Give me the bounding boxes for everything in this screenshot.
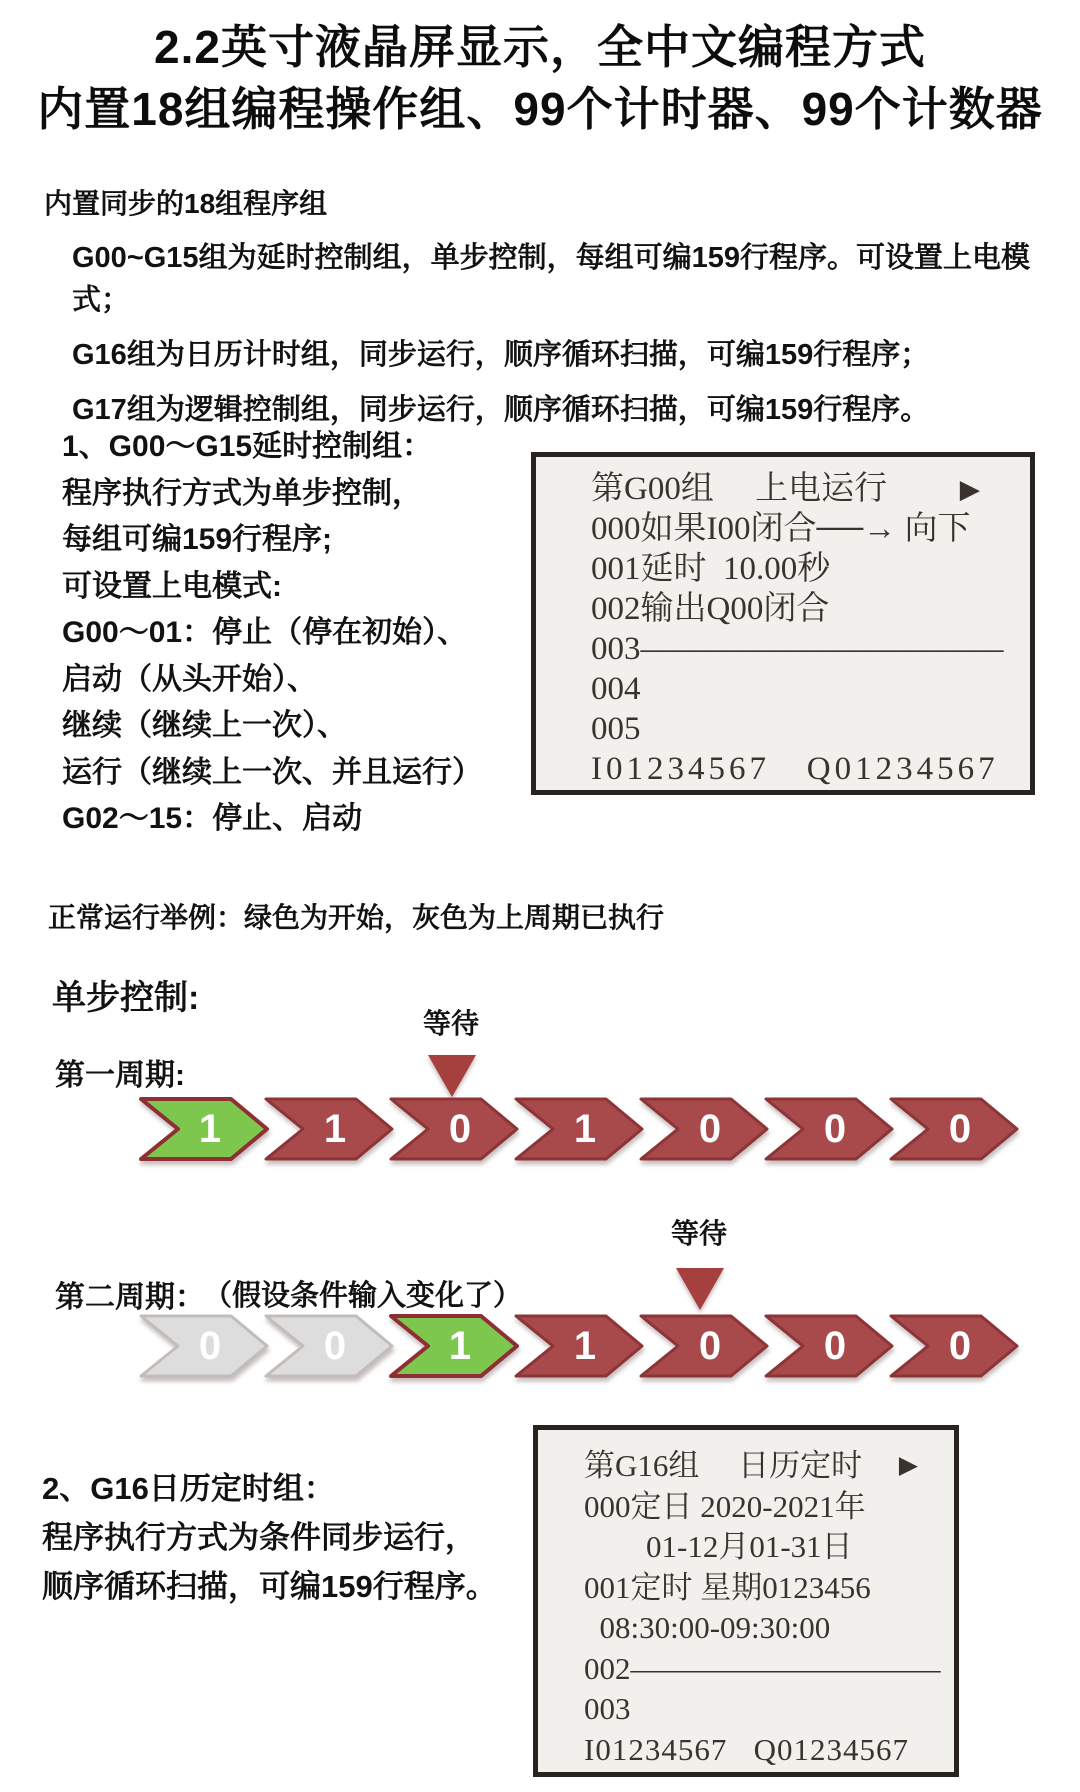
section1-line: 1、G00～G15延时控制组： <box>62 430 433 463</box>
lcd-text-line: 01-12月01-31日 <box>584 1529 853 1564</box>
step-value: 0 <box>198 1324 222 1368</box>
intro-line: G00~G15组为延时控制组，单步控制，每组可编159行程序。可设置上电模式； <box>72 242 1030 316</box>
step-value: 1 <box>448 1324 472 1368</box>
lcd1-header <box>591 469 980 509</box>
intro-lines <box>44 237 1080 431</box>
step-chevron <box>888 1313 1020 1379</box>
step-value: 0 <box>948 1107 972 1151</box>
section1-line: G02～15：停止、启动 <box>62 802 363 835</box>
step-value: 0 <box>948 1324 972 1368</box>
step-chevron <box>888 1096 1020 1162</box>
page-title <box>0 16 1080 140</box>
cycle2-note: （假设条件输入变化了） <box>203 1280 523 1312</box>
lcd-text-line: 003 <box>584 1691 631 1726</box>
step-chevron <box>388 1313 520 1379</box>
section1-line: 可设置上电模式: <box>62 569 282 603</box>
step-value: 1 <box>573 1324 597 1368</box>
lcd-screen-2 <box>533 1425 959 1777</box>
step-chevron <box>263 1313 395 1379</box>
lcd2-header <box>584 1446 918 1487</box>
play-icon: ▶ <box>959 474 980 504</box>
lcd-text-line: 005 <box>591 711 641 747</box>
lcd-text-line: 001延时 10.00秒 <box>591 551 831 587</box>
lcd-text-line: 003–––––––––––––––––––––– <box>591 631 1004 667</box>
section2-text <box>42 1464 542 1611</box>
section2-line: 顺序循环扫描，可编159行程序。 <box>42 1569 497 1604</box>
lcd2-lines <box>584 1487 941 1730</box>
lcd1-header-text: 第G00组 上电运行 <box>591 471 888 507</box>
step-chevron <box>138 1096 270 1162</box>
lcd-text-line: 002–––––––––––––––––––– <box>584 1650 941 1686</box>
step-chevron <box>763 1096 895 1162</box>
page-title-line2: 内置18组编程操作组、99个计时器、99个计数器 <box>37 83 1043 135</box>
step-value: 0 <box>698 1324 722 1368</box>
step-chevron-row-cycle1 <box>138 1096 1013 1162</box>
step-value: 0 <box>823 1107 847 1151</box>
wait-label-cycle1: 等待 <box>422 1008 479 1039</box>
wait-label-cycle2: 等待 <box>670 1218 727 1249</box>
step-value: 1 <box>573 1107 597 1151</box>
play-icon: ▶ <box>898 1452 918 1479</box>
wait-marker-icon <box>674 1266 726 1312</box>
step-value: 0 <box>698 1107 722 1151</box>
intro-section <box>44 182 1080 444</box>
step-chevron <box>513 1096 645 1162</box>
cycle1-label: 第一周期: <box>55 1059 185 1092</box>
intro-heading: 内置同步的18组程序组 <box>44 188 328 219</box>
wait-marker-icon <box>426 1053 478 1099</box>
cycle2-label: 第二周期： <box>55 1281 205 1314</box>
step-chevron <box>638 1096 770 1162</box>
step-chevron <box>638 1313 770 1379</box>
step-value: 0 <box>323 1324 347 1368</box>
lcd1-lines <box>591 509 1004 749</box>
example-caption: 正常运行举例：绿色为开始，灰色为上周期已执行 <box>48 902 665 933</box>
step-chevron <box>263 1096 395 1162</box>
lcd-text-line: 002输出Q00闭合 <box>591 591 830 627</box>
page-title-line1: 2.2英寸液晶屏显示，全中文编程方式 <box>154 21 926 73</box>
step-chevron-row-cycle2 <box>138 1313 1013 1379</box>
section1-line: 运行（继续上一次、并且运行） <box>62 755 482 789</box>
wait-marker-shape <box>428 1055 476 1097</box>
lcd-text-line: 08:30:00-09:30:00 <box>584 1610 831 1645</box>
lcd-text-line: 001定时 星期0123456 <box>584 1569 871 1605</box>
mode-label: 单步控制: <box>52 979 200 1017</box>
section1-text <box>62 424 542 843</box>
lcd2-header-text: 第G16组 日历定时 <box>584 1448 863 1483</box>
step-value: 0 <box>823 1324 847 1368</box>
intro-line: G16组为日历计时组，同步运行，顺序循环扫描，可编159行程序； <box>72 339 930 371</box>
lcd1-status-line: I01234567 Q01234567 <box>591 751 999 787</box>
lcd-text-line: 000如果I00闭合──→ 向下 <box>591 511 971 547</box>
step-value: 0 <box>448 1107 472 1151</box>
step-value: 1 <box>198 1107 222 1151</box>
lcd-screen-1 <box>531 452 1035 795</box>
section1-line: 每组可编159行程序; <box>62 523 333 556</box>
lcd-text-line: 000定日 2020-2021年 <box>584 1488 866 1524</box>
step-chevron <box>388 1096 520 1162</box>
intro-line: G17组为逻辑控制组，同步运行，顺序循环扫描，可编159行程序。 <box>72 394 930 426</box>
section1-line: G00～01：停止（停在初始）、 <box>62 616 468 649</box>
section2-line: 程序执行方式为条件同步运行， <box>42 1520 476 1555</box>
section1-line: 程序执行方式为单步控制， <box>62 476 422 510</box>
section1-line: 继续（继续上一次）、 <box>62 709 347 742</box>
section1-line: 启动（从头开始）、 <box>62 662 317 696</box>
lcd-text-line: 004 <box>591 671 641 707</box>
step-chevron <box>763 1313 895 1379</box>
lcd2-status-line: I01234567 Q01234567 <box>584 1731 909 1767</box>
step-chevron <box>138 1313 270 1379</box>
wait-marker-shape <box>676 1268 724 1310</box>
step-value: 1 <box>323 1107 347 1151</box>
section2-line: 2、G16日历定时组： <box>42 1471 335 1506</box>
step-chevron <box>513 1313 645 1379</box>
